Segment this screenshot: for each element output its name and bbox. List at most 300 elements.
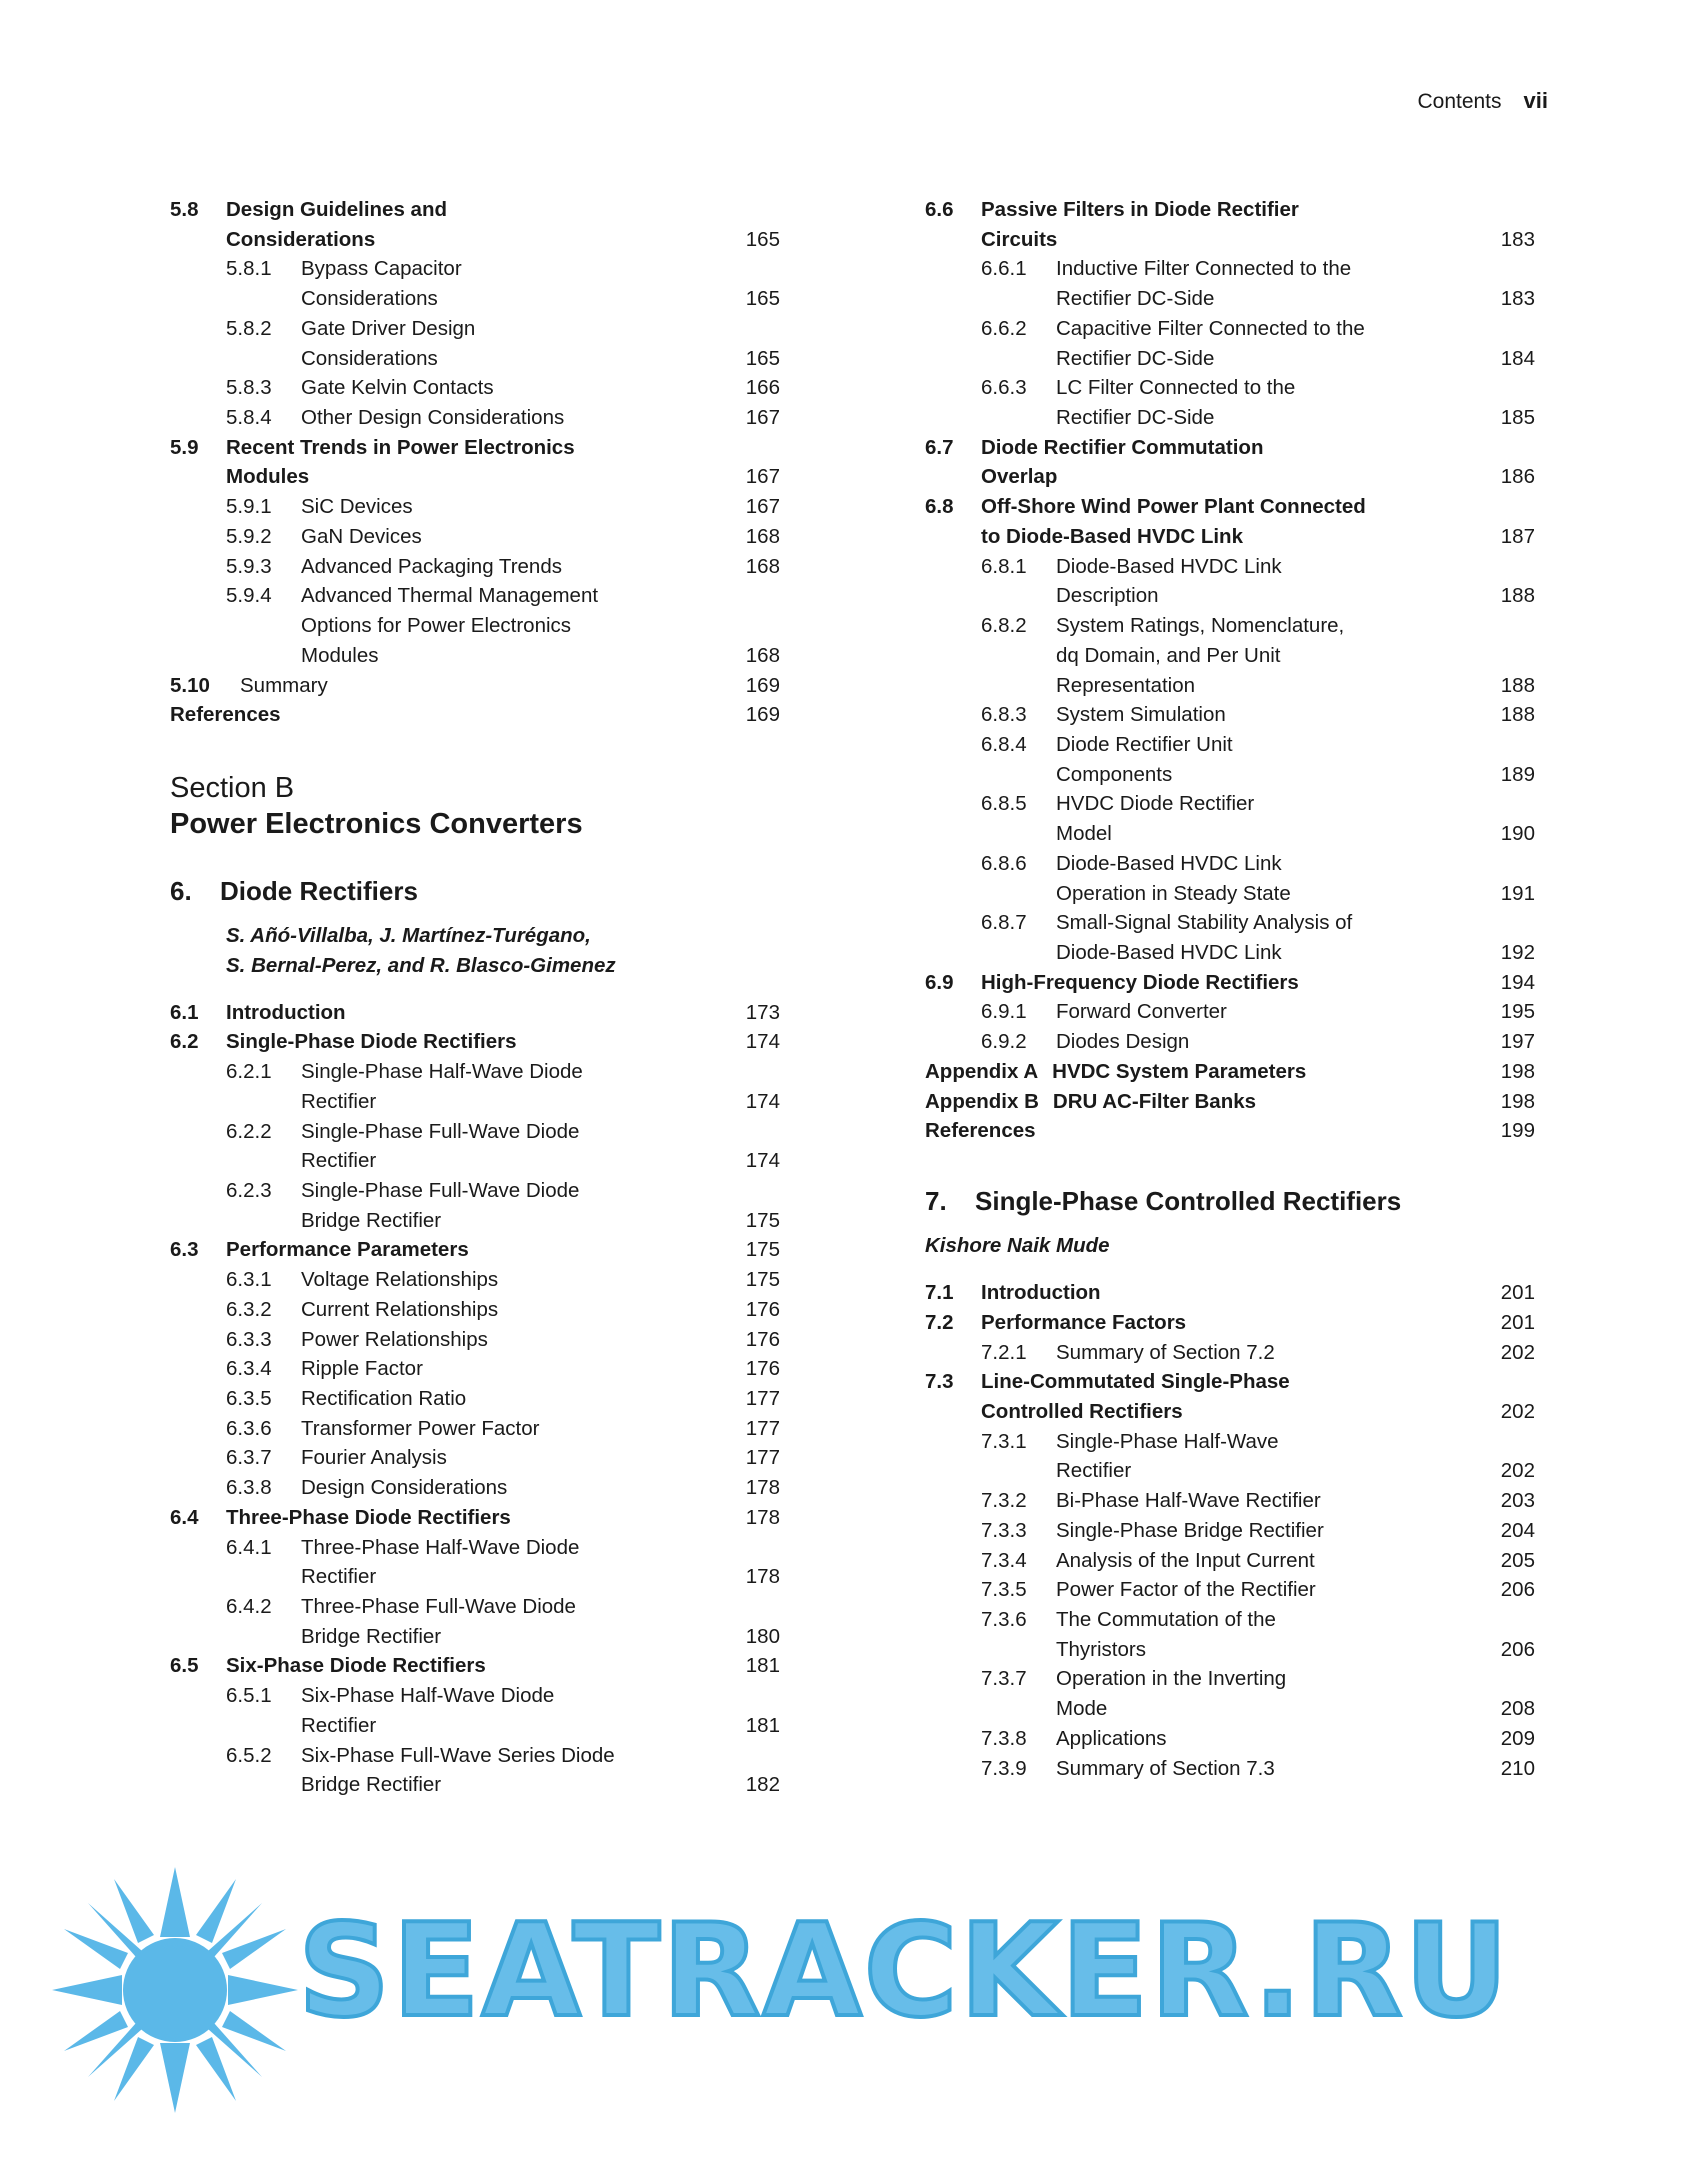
toc-entry-title-cont[interactable]: Controlled Rectifiers [981, 1399, 1183, 1423]
toc-entry-number: 6.6.3 [981, 376, 1027, 400]
toc-entry-title[interactable]: Voltage Relationships [301, 1268, 499, 1292]
toc-entry-page: 183 [1500, 227, 1535, 251]
toc-entry-title[interactable]: Summary of Section 7.2 [1056, 1340, 1275, 1364]
indent-spacer [170, 462, 226, 492]
indent-spacer [170, 1146, 301, 1176]
toc-entry-level2 [170, 1176, 780, 1235]
toc-entry-title[interactable]: Off-Shore Wind Power Plant Connected [981, 495, 1366, 519]
toc-entry-number: 5.9.1 [226, 495, 272, 519]
section-label: Section B [170, 771, 295, 804]
toc-entry-continuation [925, 641, 1535, 671]
toc-entry-continuation [925, 760, 1535, 790]
toc-entry-page: 165 [745, 346, 780, 370]
toc-entry-title-cont[interactable]: Components [1056, 762, 1173, 786]
toc-entry-level1 [925, 968, 1535, 998]
toc-entry-number: 6.4 [170, 1505, 199, 1529]
toc-entry-title-cont[interactable]: Considerations [301, 346, 438, 370]
toc-entry-title-cont[interactable]: Model [1056, 822, 1112, 846]
toc-entry-page: 202 [1500, 1459, 1535, 1483]
toc-entry-title[interactable]: Forward Converter [1056, 1000, 1227, 1024]
toc-entry-title[interactable]: Three-Phase Half-Wave Diode [301, 1535, 580, 1559]
toc-entry-level1 [925, 1367, 1535, 1426]
toc-entry-title[interactable]: System Simulation [1056, 703, 1226, 727]
toc-entry-appendix [925, 1057, 1535, 1087]
chapter-7-heading [925, 1186, 1535, 1217]
toc-entry-continuation [170, 611, 780, 641]
toc-entry-continuation [170, 344, 780, 374]
page-folio: vii [1523, 88, 1548, 113]
toc-entry-title-cont[interactable]: Representation [1056, 673, 1196, 697]
toc-entry-number: 6.6.1 [981, 257, 1027, 281]
toc-entry-page: 188 [1500, 673, 1535, 697]
toc-entry-title-cont[interactable]: Rectifier [301, 1713, 377, 1737]
toc-entry-title[interactable]: Bypass Capacitor [301, 257, 462, 281]
toc-entry-page: 175 [745, 1208, 780, 1232]
toc-entry-number: 7.3.9 [981, 1756, 1027, 1780]
toc-entry-title-cont[interactable]: to Diode-Based HVDC Link [981, 524, 1243, 548]
toc-entry-line [226, 314, 780, 344]
toc-entry-level2 [981, 1338, 1535, 1368]
toc-entry-title[interactable]: Summary of Section 7.3 [1056, 1756, 1275, 1780]
toc-entry-continuation [170, 225, 780, 255]
toc-entry-references [925, 1116, 1535, 1146]
toc-entry-title[interactable]: Gate Kelvin Contacts [301, 376, 494, 400]
toc-entry-level2 [981, 1516, 1535, 1546]
toc-entry-title-cont[interactable]: Modules [301, 643, 379, 667]
toc-entry-line [226, 1533, 780, 1563]
toc-entry-number: 5.8 [170, 198, 199, 221]
toc-entry-level1 [170, 195, 780, 254]
toc-entry-page: 174 [745, 1030, 780, 1054]
toc-entry-level2 [226, 1473, 780, 1503]
toc-entry-level2 [170, 1592, 780, 1651]
toc-entry-number: 6.9 [925, 970, 954, 994]
toc-entry-line [981, 908, 1535, 938]
indent-spacer [170, 611, 301, 641]
toc-entry-level2 [981, 1546, 1535, 1576]
toc-entry-title[interactable]: DRU AC-Filter Banks [1052, 1089, 1257, 1113]
toc-entry-number: 6.3.7 [226, 1446, 272, 1470]
toc-entry-title[interactable]: Three-Phase Full-Wave Diode [301, 1595, 576, 1619]
toc-entry-title[interactable]: System Ratings, Nomenclature, [1056, 614, 1345, 638]
toc-entry-continuation [170, 1206, 780, 1236]
toc-entry-title[interactable]: References [925, 1119, 1036, 1143]
toc-entry-title-cont[interactable]: Rectifier [301, 1089, 377, 1113]
toc-entry-title[interactable]: Summary [240, 673, 328, 697]
toc-entry-page: 181 [745, 1713, 780, 1737]
toc-entry-continuation [925, 938, 1535, 968]
indent-spacer [925, 819, 1056, 849]
indent-spacer [925, 225, 981, 255]
toc-entry-level2 [226, 1384, 780, 1414]
chapter-7-authors [925, 1231, 1535, 1260]
toc-entry-title-cont[interactable]: Operation in Steady State [1056, 881, 1291, 905]
indent-spacer [925, 1397, 981, 1427]
toc-entry-title[interactable]: Introduction [226, 1000, 346, 1024]
toc-entry-level1 [925, 1278, 1535, 1308]
toc-entry-title[interactable]: Single-Phase Half-Wave [1056, 1429, 1279, 1453]
toc-entry-level2 [981, 1027, 1535, 1057]
toc-entry-title[interactable]: Bi-Phase Half-Wave Rectifier [1056, 1489, 1321, 1513]
toc-entry-title[interactable]: Six-Phase Half-Wave Diode [301, 1684, 555, 1708]
toc-entry-level1 [925, 195, 1535, 254]
toc-entry-line [981, 1427, 1535, 1457]
toc-entry-number: 5.8.4 [226, 406, 272, 430]
toc-entry-line [226, 1117, 780, 1147]
toc-entry-line [925, 1367, 1535, 1397]
indent-spacer [170, 1770, 301, 1800]
toc-entry-page: 177 [745, 1416, 780, 1440]
indent-spacer [170, 1206, 301, 1236]
toc-entry-continuation [170, 1562, 780, 1592]
toc-entry-title[interactable]: References [170, 703, 281, 727]
indent-spacer [925, 581, 1056, 611]
toc-left-column [170, 195, 780, 1800]
toc-entry-continuation [925, 1397, 1535, 1427]
toc-entry-level2 [981, 1486, 1535, 1516]
toc-entry-page: 202 [1500, 1399, 1535, 1423]
toc-entry-title-cont[interactable]: Circuits [981, 227, 1058, 251]
toc-entry-number: 5.8.2 [226, 316, 272, 340]
toc-entry-title[interactable]: LC Filter Connected to the [1056, 376, 1296, 400]
toc-entry-title[interactable]: Analysis of the Input Current [1056, 1548, 1315, 1572]
toc-entry-page: 203 [1500, 1489, 1535, 1513]
toc-entry-title-cont[interactable]: Mode [1056, 1697, 1108, 1721]
toc-entry-continuation [925, 344, 1535, 374]
toc-entry-level2 [925, 1605, 1535, 1664]
toc-entry-title[interactable]: The Commutation of the [1056, 1608, 1276, 1632]
toc-entry-title[interactable]: Inductive Filter Connected to the [1056, 257, 1352, 281]
toc-entry-level1 [170, 1027, 780, 1057]
toc-entry-level2 [170, 254, 780, 313]
toc-entry-page: 201 [1500, 1281, 1535, 1305]
toc-entry-title[interactable]: SiC Devices [301, 495, 413, 519]
toc-entry-number: 6.9.2 [981, 1030, 1027, 1054]
toc-entry-title[interactable]: Introduction [981, 1281, 1101, 1305]
toc-entry-title-cont[interactable]: Options for Power Electronics [301, 614, 572, 638]
toc-entry-title[interactable]: Advanced Packaging Trends [301, 554, 562, 578]
toc-entry-page: 167 [745, 495, 780, 519]
toc-entry-page: 177 [745, 1387, 780, 1410]
toc-entry-line [226, 1057, 780, 1087]
toc-entry-title[interactable]: Fourier Analysis [301, 1446, 447, 1470]
toc-entry-number: 6.4.2 [226, 1595, 272, 1619]
toc-entry-page: 208 [1500, 1697, 1535, 1721]
toc-entry-title[interactable]: Performance Parameters [226, 1238, 469, 1262]
toc-entry-level2 [925, 552, 1535, 611]
toc-entry-title[interactable]: Other Design Considerations [301, 406, 565, 430]
toc-entry-page: 169 [745, 673, 780, 697]
toc-entry-title[interactable]: HVDC Diode Rectifier [1056, 792, 1255, 816]
toc-entry-page: 194 [1500, 970, 1535, 994]
toc-entry-level2 [925, 789, 1535, 848]
toc-entry-page: 210 [1500, 1756, 1535, 1780]
toc-entry-level2 [925, 730, 1535, 789]
toc-entry-title[interactable]: Design Considerations [301, 1476, 508, 1500]
toc-entry-title-cont[interactable]: Modules [226, 465, 310, 489]
toc-entry-title[interactable]: Single-Phase Full-Wave Diode [301, 1119, 580, 1143]
toc-entry-number: 7.2 [925, 1310, 954, 1334]
toc-entry-level2 [170, 314, 780, 373]
toc-entry-title[interactable]: Diode-Based HVDC Link [1056, 554, 1282, 578]
toc-entry-number: 6.8.5 [981, 792, 1027, 816]
toc-entry-title[interactable]: Six-Phase Diode Rectifiers [226, 1654, 486, 1678]
toc-entry-number: 6.8.7 [981, 911, 1027, 935]
toc-entry-title-cont[interactable]: Bridge Rectifier [301, 1773, 442, 1797]
chapter-number: 6. [170, 876, 192, 907]
toc-entry-continuation [925, 879, 1535, 909]
toc-entry-page: 180 [745, 1624, 780, 1648]
toc-entry-title[interactable]: Line-Commutated Single-Phase [981, 1370, 1290, 1394]
toc-entry-number: 7.1 [925, 1281, 954, 1305]
toc-entry-title-cont[interactable]: Considerations [226, 227, 376, 251]
toc-entry-title-cont[interactable]: Thyristors [1056, 1637, 1146, 1661]
toc-entry-number: 7.2.1 [981, 1340, 1027, 1364]
toc-entry-title[interactable]: Advanced Thermal Management [301, 584, 599, 608]
toc-entry-page: 167 [745, 406, 780, 430]
toc-entry-line [981, 789, 1535, 819]
toc-entry-title[interactable]: Three-Phase Diode Rectifiers [226, 1505, 511, 1529]
indent-spacer [925, 403, 1056, 433]
toc-entry-title[interactable]: Performance Factors [981, 1310, 1187, 1334]
toc-entry-line [981, 552, 1535, 582]
toc-entry-page: 175 [745, 1268, 780, 1292]
toc-entry-title[interactable]: Diode Rectifier Unit [1056, 732, 1233, 756]
toc-entry-level2 [226, 1295, 780, 1325]
toc-entry-title[interactable]: Current Relationships [301, 1297, 499, 1321]
toc-entry-number: 5.9.4 [226, 584, 272, 608]
toc-entry-number: 6.3.1 [226, 1268, 272, 1292]
toc-entry-title[interactable]: Single-Phase Half-Wave Diode [301, 1060, 583, 1084]
toc-entry-title[interactable]: Diodes Design [1056, 1030, 1190, 1054]
toc-entry-number: 6.3.8 [226, 1476, 272, 1500]
toc-entry-continuation [170, 284, 780, 314]
toc-entry-page: 184 [1500, 346, 1535, 370]
toc-entry-number: 7.3.3 [981, 1518, 1027, 1542]
toc-entry-page: 202 [1500, 1340, 1535, 1364]
toc-entry-page: 181 [745, 1654, 780, 1678]
section-b-heading [170, 770, 780, 843]
toc-entry-continuation [925, 819, 1535, 849]
toc-entry-level2 [170, 1741, 780, 1800]
toc-entry-number: 6.2.3 [226, 1178, 272, 1202]
toc-entry-continuation [925, 581, 1535, 611]
toc-entry-page: 178 [745, 1565, 780, 1589]
toc-entry-title[interactable]: GaN Devices [301, 524, 422, 548]
toc-entry-title[interactable]: Power Factor of the Rectifier [1056, 1578, 1316, 1602]
indent-spacer [925, 284, 1056, 314]
toc-entry-line [925, 433, 1535, 463]
toc-entry-page: 168 [745, 524, 780, 548]
indent-spacer [170, 225, 226, 255]
indent-spacer [925, 641, 1056, 671]
toc-entry-level1 [925, 1308, 1535, 1338]
toc-entry-title[interactable]: Transformer Power Factor [301, 1416, 540, 1440]
toc-entry-level2 [925, 1427, 1535, 1486]
toc-entry-line [981, 373, 1535, 403]
toc-entry-number: 7.3.7 [981, 1667, 1027, 1691]
toc-entry-title-cont[interactable]: Rectifier DC-Side [1056, 406, 1215, 430]
toc-entry-number: 6.7 [925, 435, 954, 459]
section-title: Power Electronics Converters [170, 808, 583, 841]
toc-entry-level2 [226, 1443, 780, 1473]
indent-spacer [925, 462, 981, 492]
toc-entry-line [925, 195, 1535, 225]
chapter-title: Single-Phase Controlled Rectifiers [975, 1186, 1402, 1216]
toc-left-entries [170, 195, 780, 730]
toc-entry-line [981, 1605, 1535, 1635]
toc-entry-level2 [226, 522, 780, 552]
toc-entry-continuation [925, 671, 1535, 701]
indent-spacer [170, 1562, 301, 1592]
toc-entry-page: 204 [1500, 1518, 1535, 1542]
toc-entry-number: 6.5.1 [226, 1684, 272, 1708]
toc-entry-page: 205 [1500, 1548, 1535, 1572]
toc-entry-title[interactable]: Single-Phase Bridge Rectifier [1056, 1518, 1324, 1542]
toc-entry-line [226, 1741, 780, 1771]
toc-entry-title[interactable]: Applications [1056, 1726, 1167, 1750]
toc-entry-page: 182 [745, 1773, 780, 1797]
toc-entry-page [1471, 641, 1535, 671]
toc-entry-number: 5.8.1 [226, 257, 272, 281]
toc-entry-title[interactable]: Six-Phase Full-Wave Series Diode [301, 1743, 615, 1767]
toc-entry-page: 175 [745, 1238, 780, 1262]
toc-entry-number: 6.8.1 [981, 554, 1027, 578]
toc-entry-level2 [925, 849, 1535, 908]
toc-entry-title[interactable]: Ripple Factor [301, 1357, 423, 1381]
toc-left-chapter-entries [170, 998, 780, 1800]
toc-entry-number: 5.10 [170, 673, 210, 697]
toc-entry-page: 165 [745, 287, 780, 311]
toc-entry-level1 [170, 1235, 780, 1265]
toc-entry-level2 [981, 1754, 1535, 1784]
toc-entry-title-cont[interactable]: Rectifier DC-Side [1056, 346, 1215, 370]
toc-entry-continuation [170, 641, 780, 671]
toc-entry-continuation [170, 1087, 780, 1117]
toc-entry-title[interactable]: Power Relationships [301, 1327, 488, 1351]
toc-entry-references [170, 700, 780, 730]
indent-spacer [925, 1694, 1056, 1724]
toc-entry-number: Appendix A [925, 1059, 1039, 1083]
toc-entry-continuation [925, 284, 1535, 314]
toc-entry-line [226, 581, 780, 611]
chapter-6-authors [226, 921, 780, 979]
toc-entry-level2 [226, 403, 780, 433]
toc-entry-title-cont[interactable]: Diode-Based HVDC Link [1056, 940, 1282, 964]
toc-entry-page: 191 [1500, 881, 1535, 905]
toc-entry-title[interactable]: Capacitive Filter Connected to the [1056, 316, 1365, 340]
toc-entry-title-cont[interactable]: Overlap [981, 465, 1058, 489]
toc-entry-title[interactable]: Gate Driver Design [301, 316, 476, 340]
toc-entry-number: 6.6 [925, 198, 954, 221]
toc-entry-level1 [170, 671, 780, 701]
toc-entry-page: 178 [745, 1476, 780, 1500]
header-contents-label: Contents [1417, 90, 1502, 113]
toc-entry-page: 195 [1500, 1000, 1535, 1024]
toc-entry-level2 [226, 1354, 780, 1384]
toc-entry-number: 6.3.5 [226, 1387, 272, 1410]
toc-entry-title[interactable]: High-Frequency Diode Rectifiers [981, 970, 1299, 994]
toc-entry-title[interactable]: Single-Phase Diode Rectifiers [226, 1030, 517, 1054]
toc-entry-page: 199 [1500, 1119, 1535, 1143]
toc-entry-level1 [925, 433, 1535, 492]
toc-entry-title-cont[interactable]: dq Domain, and Per Unit [1056, 643, 1281, 667]
toc-entry-level2 [226, 1265, 780, 1295]
toc-entry-page: 167 [745, 465, 780, 489]
toc-entry-number: 5.9.3 [226, 554, 272, 578]
toc-entry-title-cont[interactable]: Bridge Rectifier [301, 1208, 442, 1232]
toc-entry-number: 7.3.6 [981, 1608, 1027, 1632]
toc-entry-title[interactable]: Single-Phase Full-Wave Diode [301, 1178, 580, 1202]
toc-entry-continuation [170, 1146, 780, 1176]
toc-entry-title-cont[interactable]: Description [1056, 584, 1159, 608]
toc-entry-number: 6.3.2 [226, 1297, 272, 1321]
toc-entry-level2 [925, 373, 1535, 432]
page-header [1417, 88, 1548, 114]
toc-entry-title-cont[interactable]: Rectifier [1056, 1459, 1132, 1483]
toc-entry-page: 186 [1500, 465, 1535, 489]
toc-entry-page: 206 [1500, 1637, 1535, 1661]
toc-entry-title[interactable]: Recent Trends in Power Electronics [226, 435, 575, 459]
toc-entry-page: 185 [1500, 406, 1535, 430]
indent-spacer [170, 344, 301, 374]
toc-entry-title-cont[interactable]: Rectifier DC-Side [1056, 287, 1215, 311]
toc-entry-number: 5.9 [170, 435, 199, 459]
toc-entry-page: 178 [745, 1505, 780, 1529]
authors-line-2: S. Bernal-Perez, and R. Blasco-Gimenez [226, 953, 616, 977]
toc-entry-line [170, 195, 780, 225]
chapter-number: 7. [925, 1186, 947, 1216]
toc-entry-title[interactable]: Passive Filters in Diode Rectifier [981, 198, 1299, 221]
toc-entry-continuation [925, 403, 1535, 433]
toc-entry-level2 [170, 1057, 780, 1116]
toc-entry-level2 [925, 1664, 1535, 1723]
toc-entry-title-cont[interactable]: Bridge Rectifier [301, 1624, 442, 1648]
indent-spacer [925, 938, 1056, 968]
toc-entry-page: 174 [745, 1089, 780, 1113]
toc-entry-page: 165 [745, 227, 780, 251]
indent-spacer [170, 284, 301, 314]
toc-entry-title[interactable]: Diode Rectifier Commutation [981, 435, 1264, 459]
toc-right-column [925, 195, 1535, 1783]
indent-spacer [925, 671, 1056, 701]
toc-entry-title-cont[interactable]: Considerations [301, 287, 438, 311]
toc-entry-title-cont[interactable]: Rectifier [301, 1149, 377, 1173]
toc-entry-line [226, 1681, 780, 1711]
toc-entry-level1 [925, 492, 1535, 551]
toc-entry-page: 169 [745, 703, 780, 727]
toc-entry-title[interactable]: Operation in the Inverting [1056, 1667, 1287, 1691]
toc-entry-level2 [981, 1724, 1535, 1754]
toc-entry-title-cont[interactable]: Rectifier [301, 1565, 377, 1589]
toc-entry-level2 [170, 1117, 780, 1176]
toc-entry-number: 6.9.1 [981, 1000, 1027, 1024]
toc-entry-level2 [226, 492, 780, 522]
toc-entry-title[interactable]: Rectification Ratio [301, 1387, 467, 1410]
toc-entry-line [981, 314, 1535, 344]
toc-entry-title[interactable]: HVDC System Parameters [1052, 1059, 1307, 1083]
toc-right-entries [925, 195, 1535, 1146]
toc-entry-page: 209 [1500, 1726, 1535, 1750]
toc-entry-line [981, 1664, 1535, 1694]
toc-entry-number: 6.8.2 [981, 614, 1027, 638]
toc-entry-title[interactable]: Design Guidelines and [226, 198, 447, 221]
watermark [40, 1857, 1660, 2157]
toc-entry-title[interactable]: Diode-Based HVDC Link [1056, 851, 1282, 875]
indent-spacer [925, 879, 1056, 909]
toc-entry-title[interactable]: Small-Signal Stability Analysis of [1056, 911, 1353, 935]
toc-entry-number: 6.8 [925, 495, 954, 519]
